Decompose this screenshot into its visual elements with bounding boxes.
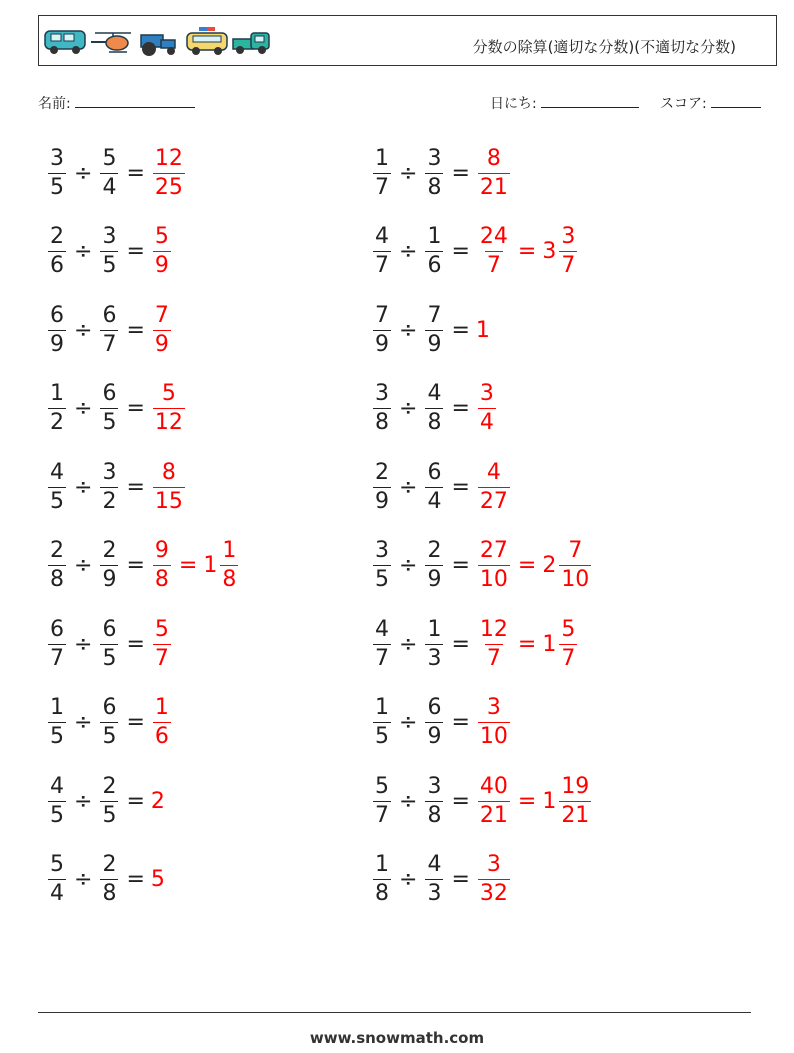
problem-item [371, 609, 579, 679]
numerator: 4 [50, 773, 64, 799]
dividend-fraction [48, 459, 66, 514]
numerator: 3 [486, 852, 501, 877]
tractor-icon [141, 35, 175, 56]
dividend-fraction [48, 145, 66, 200]
denominator: 8 [375, 410, 389, 435]
problem-item [46, 766, 166, 836]
numerator: 6 [50, 302, 64, 328]
numerator: 1 [50, 381, 64, 406]
answer [151, 302, 173, 357]
denominator: 21 [479, 802, 508, 828]
answer [151, 459, 187, 514]
equals-sign: = [451, 867, 470, 892]
answer-equals-sign: = [517, 553, 537, 578]
footer-url: www.snowmath.com [309, 1029, 485, 1047]
numerator: 6 [102, 616, 117, 642]
mixed-whole: 1 [542, 631, 557, 657]
numerator: 12 [154, 145, 183, 171]
denominator: 6 [50, 253, 64, 278]
divisor-fraction [425, 302, 443, 357]
denominator: 6 [154, 724, 169, 749]
denominator: 9 [102, 567, 117, 592]
problem-item [46, 295, 173, 365]
numerator: 1 [375, 852, 389, 877]
numerator: 4 [50, 459, 64, 485]
mixed-fraction [559, 773, 591, 828]
divide-sign: ÷ [74, 710, 93, 735]
denominator: 5 [102, 253, 117, 278]
problem-item [46, 531, 240, 601]
answer-fraction [153, 540, 171, 591]
denominator: 9 [50, 331, 64, 357]
numerator: 40 [479, 773, 508, 799]
equals-sign: = [451, 474, 470, 500]
divisor-fraction [100, 616, 118, 671]
numerator: 24 [479, 224, 508, 249]
answer-fraction [153, 226, 171, 277]
divisor-fraction [100, 383, 118, 434]
answer [476, 383, 498, 434]
denominator: 9 [154, 253, 169, 278]
numerator: 6 [102, 381, 117, 406]
problem-item [46, 845, 166, 915]
denominator: 9 [154, 331, 169, 357]
divide-sign: ÷ [399, 317, 418, 343]
denominator: 8 [427, 410, 442, 435]
numerator: 2 [375, 459, 389, 485]
numerator: 5 [102, 145, 117, 171]
dividend-fraction [373, 773, 391, 828]
name-field [38, 93, 195, 113]
dividend-fraction [48, 854, 66, 905]
numerator: 27 [479, 538, 508, 563]
numerator: 6 [427, 695, 442, 720]
problem-item [371, 688, 512, 758]
answer-equals-sign: = [517, 631, 537, 657]
denominator: 5 [375, 724, 389, 749]
numerator: 4 [427, 381, 442, 406]
footer-divider [38, 1012, 751, 1013]
equals-sign: = [126, 474, 145, 500]
denominator: 7 [154, 645, 169, 671]
divide-sign: ÷ [74, 317, 93, 343]
numerator: 5 [154, 616, 169, 642]
problem-item [371, 531, 593, 601]
denominator: 27 [479, 488, 508, 514]
answer [151, 226, 173, 277]
numerator: 3 [561, 224, 576, 249]
denominator: 21 [479, 174, 508, 200]
van-icon [45, 31, 85, 54]
problem-item [371, 295, 491, 365]
denominator: 8 [102, 881, 117, 906]
divide-sign: ÷ [399, 553, 418, 578]
denominator: 7 [561, 645, 576, 671]
numerator: 6 [102, 695, 117, 720]
numerator: 3 [102, 459, 117, 485]
numerator: 7 [375, 302, 389, 328]
answer [476, 773, 593, 828]
numerator: 5 [561, 616, 576, 642]
numerator: 1 [375, 145, 389, 171]
numerator: 1 [154, 695, 169, 720]
numerator: 5 [161, 381, 176, 406]
denominator: 4 [479, 410, 494, 435]
denominator: 5 [375, 567, 389, 592]
equals-sign: = [126, 396, 145, 421]
answer [151, 867, 166, 892]
equals-sign: = [126, 788, 145, 814]
numerator: 6 [50, 616, 64, 642]
dividend-fraction [48, 540, 66, 591]
divisor-fraction [425, 616, 443, 671]
answer-whole: 2 [150, 788, 165, 814]
answer-fraction [478, 854, 510, 905]
numerator: 3 [50, 145, 64, 171]
equals-sign: = [126, 317, 145, 343]
denominator: 2 [102, 488, 117, 514]
divide-sign: ÷ [399, 160, 418, 186]
divide-sign: ÷ [74, 631, 93, 657]
numerator: 3 [375, 538, 389, 563]
divide-sign: ÷ [399, 710, 418, 735]
problem-item [46, 609, 173, 679]
answer [476, 459, 512, 514]
divide-sign: ÷ [399, 396, 418, 421]
mixed-fraction [220, 540, 238, 591]
numerator: 8 [486, 145, 501, 171]
problem-item [371, 374, 498, 444]
dividend-fraction [373, 616, 391, 671]
numerator: 3 [102, 224, 117, 249]
denominator: 7 [375, 802, 389, 828]
divide-sign: ÷ [74, 396, 93, 421]
dividend-fraction [48, 226, 66, 277]
denominator: 5 [102, 802, 117, 828]
divisor-fraction [100, 540, 118, 591]
problem-item [46, 217, 173, 287]
denominator: 9 [375, 331, 389, 357]
denominator: 32 [479, 881, 508, 906]
equals-sign: = [126, 553, 145, 578]
equals-sign: = [451, 160, 470, 186]
numerator: 5 [50, 852, 64, 877]
answer [151, 383, 187, 434]
denominator: 7 [50, 645, 64, 671]
answer-fraction [478, 226, 510, 277]
denominator: 6 [427, 253, 442, 278]
denominator: 5 [50, 802, 64, 828]
denominator: 5 [102, 410, 117, 435]
answer-fraction [153, 302, 171, 357]
divide-sign: ÷ [74, 474, 93, 500]
numerator: 1 [375, 695, 389, 720]
problem-item [46, 688, 173, 758]
date-label: 日にち: [490, 96, 537, 112]
dividend-fraction [373, 459, 391, 514]
equals-sign: = [126, 867, 145, 892]
denominator: 9 [375, 488, 389, 514]
header-box [38, 15, 777, 66]
numerator: 2 [102, 852, 117, 877]
numerator: 6 [102, 302, 117, 328]
answer-fraction [478, 616, 510, 671]
answer-fraction [478, 697, 510, 748]
problem-item [371, 217, 579, 287]
score-field [660, 93, 761, 113]
denominator: 8 [222, 567, 237, 592]
denominator: 2 [50, 410, 64, 435]
numerator: 2 [427, 538, 442, 563]
dividend-fraction [48, 616, 66, 671]
numerator: 5 [375, 773, 389, 799]
divisor-fraction [425, 383, 443, 434]
problem-item [46, 138, 187, 208]
dividend-fraction [373, 854, 391, 905]
answer-whole: 1 [475, 317, 490, 343]
numerator: 7 [568, 538, 583, 563]
answer-fraction [478, 540, 510, 591]
numerator: 1 [222, 538, 237, 563]
answer [151, 616, 173, 671]
numerator: 3 [427, 773, 442, 799]
divide-sign: ÷ [74, 867, 93, 892]
mixed-fraction [559, 226, 577, 277]
numerator: 2 [102, 538, 117, 563]
date-field [490, 93, 639, 113]
denominator: 4 [102, 174, 117, 200]
numerator: 8 [161, 459, 176, 485]
equals-sign: = [451, 553, 470, 578]
answer-fraction [153, 383, 185, 434]
divide-sign: ÷ [74, 788, 93, 814]
denominator: 25 [154, 174, 183, 200]
denominator: 21 [561, 802, 590, 828]
problem-item [371, 845, 512, 915]
answer-fraction [153, 616, 171, 671]
numerator: 19 [561, 773, 590, 799]
denominator: 7 [486, 645, 501, 671]
numerator: 4 [486, 459, 501, 485]
equals-sign: = [451, 396, 470, 421]
divisor-fraction [425, 459, 443, 514]
date-blank [541, 93, 639, 108]
answer [476, 854, 512, 905]
mixed-whole: 3 [542, 239, 557, 264]
answer [151, 145, 187, 200]
answer [476, 697, 512, 748]
denominator: 8 [427, 174, 442, 200]
numerator: 3 [479, 381, 494, 406]
answer-whole: 5 [150, 867, 165, 892]
dividend-fraction [48, 697, 66, 748]
pickup-truck-icon [233, 33, 269, 54]
divide-sign: ÷ [74, 553, 93, 578]
answer-fraction [478, 383, 496, 434]
equals-sign: = [126, 239, 145, 264]
answer-fraction [153, 697, 171, 748]
answer [476, 616, 579, 671]
dividend-fraction [373, 383, 391, 434]
divisor-fraction [425, 226, 443, 277]
mixed-fraction [559, 540, 591, 591]
answer [151, 697, 173, 748]
divisor-fraction [100, 459, 118, 514]
numerator: 1 [50, 695, 64, 720]
score-label: スコア: [660, 96, 707, 112]
divisor-fraction [425, 145, 443, 200]
denominator: 7 [102, 331, 117, 357]
dividend-fraction [373, 226, 391, 277]
answer-fraction [478, 145, 510, 200]
mixed-whole: 2 [542, 553, 557, 578]
problem-item [371, 766, 593, 836]
denominator: 5 [50, 724, 64, 749]
denominator: 3 [427, 881, 442, 906]
denominator: 8 [427, 802, 442, 828]
name-label: 名前: [38, 96, 71, 112]
dividend-fraction [373, 145, 391, 200]
divisor-fraction [100, 697, 118, 748]
dividend-fraction [373, 697, 391, 748]
numerator: 7 [154, 302, 169, 328]
divide-sign: ÷ [399, 867, 418, 892]
denominator: 8 [50, 567, 64, 592]
answer-fraction [153, 145, 185, 200]
divide-sign: ÷ [74, 239, 93, 264]
numerator: 12 [479, 616, 508, 642]
denominator: 12 [154, 410, 183, 435]
divisor-fraction [100, 145, 118, 200]
answer-equals-sign: = [517, 788, 537, 814]
answer-fraction [478, 773, 510, 828]
denominator: 10 [479, 567, 508, 592]
problem-item [371, 452, 512, 522]
equals-sign: = [126, 710, 145, 735]
divisor-fraction [100, 773, 118, 828]
numerator: 7 [427, 302, 442, 328]
denominator: 7 [561, 253, 576, 278]
denominator: 4 [427, 488, 442, 514]
answer [476, 226, 579, 277]
answer [151, 789, 166, 814]
dividend-fraction [48, 302, 66, 357]
problem-item [46, 452, 187, 522]
equals-sign: = [126, 160, 145, 186]
score-blank [711, 93, 761, 108]
answer [476, 145, 512, 200]
name-blank [75, 93, 195, 108]
numerator: 4 [427, 852, 442, 877]
denominator: 8 [154, 567, 169, 592]
answer [476, 318, 491, 343]
numerator: 3 [427, 145, 442, 171]
mixed-whole: 1 [542, 788, 557, 814]
denominator: 9 [427, 724, 442, 749]
police-car-icon [187, 27, 227, 55]
denominator: 9 [427, 331, 442, 357]
answer-fraction [478, 459, 510, 514]
answer-equals-sign: = [178, 553, 198, 578]
mixed-whole: 1 [203, 553, 218, 578]
denominator: 8 [375, 881, 389, 906]
worksheet-title: 分数の除算(適切な分数)(不適切な分数) [472, 38, 736, 56]
numerator: 2 [50, 224, 64, 249]
denominator: 10 [561, 567, 590, 592]
numerator: 3 [375, 381, 389, 406]
divide-sign: ÷ [399, 788, 418, 814]
divisor-fraction [100, 302, 118, 357]
divide-sign: ÷ [399, 474, 418, 500]
helicopter-icon [91, 33, 131, 52]
numerator: 2 [50, 538, 64, 563]
divisor-fraction [100, 854, 118, 905]
divisor-fraction [425, 697, 443, 748]
answer [476, 540, 593, 591]
divisor-fraction [425, 854, 443, 905]
equals-sign: = [451, 631, 470, 657]
divisor-fraction [425, 540, 443, 591]
denominator: 5 [50, 488, 64, 514]
numerator: 1 [427, 224, 442, 249]
numerator: 6 [427, 459, 442, 485]
equals-sign: = [451, 788, 470, 814]
numerator: 3 [486, 695, 501, 720]
denominator: 7 [375, 253, 389, 278]
denominator: 15 [154, 488, 183, 514]
equals-sign: = [451, 710, 470, 735]
dividend-fraction [373, 540, 391, 591]
divisor-fraction [425, 773, 443, 828]
denominator: 5 [50, 174, 64, 200]
problem-item [371, 138, 512, 208]
equals-sign: = [126, 631, 145, 657]
numerator: 9 [154, 538, 169, 563]
mixed-fraction [559, 616, 577, 671]
dividend-fraction [373, 302, 391, 357]
divisor-fraction [100, 226, 118, 277]
numerator: 4 [375, 224, 389, 249]
numerator: 1 [427, 616, 442, 642]
dividend-fraction [48, 383, 66, 434]
answer [151, 540, 240, 591]
denominator: 10 [479, 724, 508, 749]
numerator: 4 [375, 616, 389, 642]
divide-sign: ÷ [399, 631, 418, 657]
divide-sign: ÷ [74, 160, 93, 186]
denominator: 7 [375, 645, 389, 671]
numerator: 2 [102, 773, 117, 799]
denominator: 9 [427, 567, 442, 592]
problem-item [46, 374, 187, 444]
denominator: 3 [427, 645, 442, 671]
denominator: 7 [375, 174, 389, 200]
answer-equals-sign: = [517, 239, 537, 264]
numerator: 5 [154, 224, 169, 249]
answer-fraction [153, 459, 185, 514]
equals-sign: = [451, 317, 470, 343]
dividend-fraction [48, 773, 66, 828]
denominator: 5 [102, 645, 117, 671]
denominator: 7 [486, 253, 501, 278]
denominator: 4 [50, 881, 64, 906]
denominator: 5 [102, 724, 117, 749]
divide-sign: ÷ [399, 239, 418, 264]
equals-sign: = [451, 239, 470, 264]
vehicle-icons [43, 25, 273, 57]
